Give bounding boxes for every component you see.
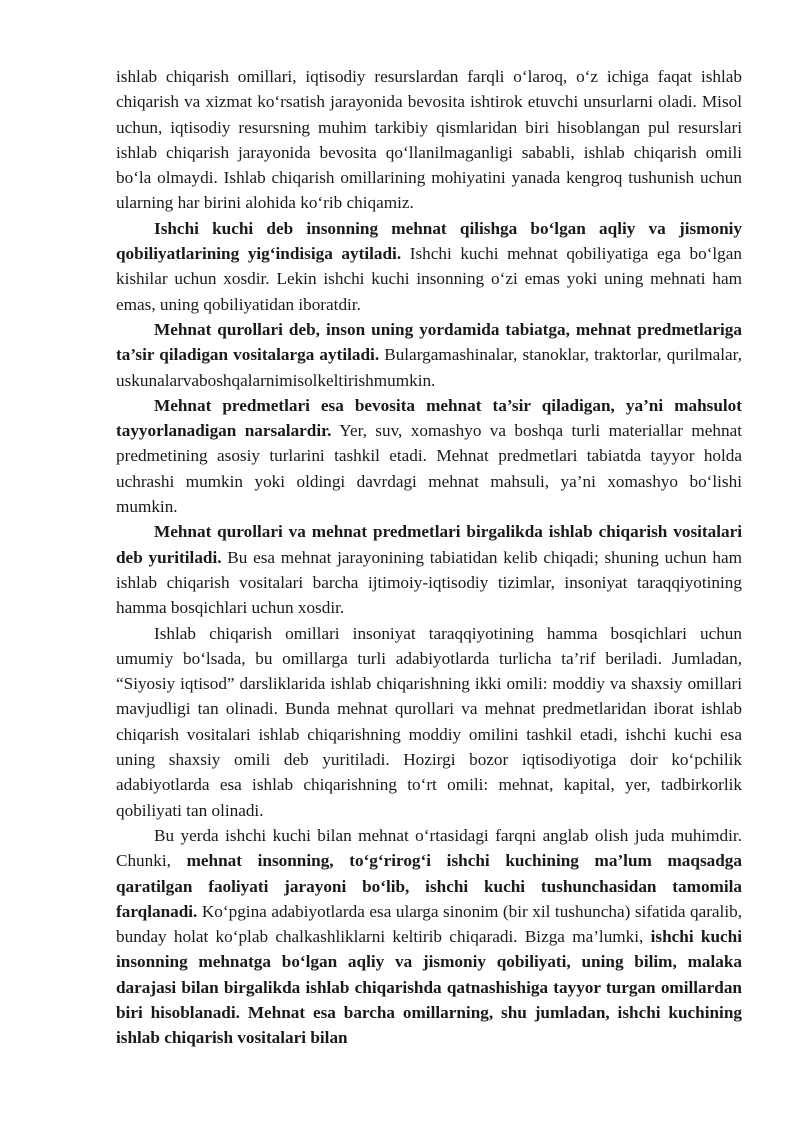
paragraph-ishlab-chiqarish-vositalari [116, 519, 742, 620]
definition-text: Mehnat qurollari deb, inson uning yordamida tabiatga, mehnat predmetlariga ta’sir qiladigan vositalarga aytiladi. [116, 319, 742, 365]
paragraph-omillar-tarifi [116, 621, 742, 823]
paragraph-text: Bulargamashinalar, stanoklar, traktorlar, qurilmalar, uskunalarvaboshqalarnimisolkeltirishmumkin. [116, 345, 742, 390]
definition-text: Ishchi kuchi deb insonning mehnat qilishga bo‘lgan aqliy va jismoniy qobiliyatlarining yig‘indisiga aytiladi. [116, 218, 742, 264]
paragraph-text: Bu esa mehnat jarayonining tabiatidan kelib chiqadi; shuning uchun ham ishlab chiqarish vositalari barcha ijtimoiy-iqtisodiy tizimlar, insoniyat taraqqiyotining hamma bosqichlari uchun xosdir. [116, 547, 742, 618]
definition-text: ishchi kuchi insonning mehnatga bo‘lgan aqliy va jismoniy qobiliyati, uning bilim, malaka darajasi bilan birgalikda ishlab chiqarishda qatnashishiga tayyor turgan omillardan biri hisoblanadi. Mehnat esa barcha omillarning, shu jumladan, ishchi kuchining ishlab chiqarish vositalari bilan [116, 927, 742, 1048]
definition-text: Mehnat predmetlari esa bevosita mehnat ta’sir qiladigan, ya’ni mahsulot tayyorlanadigan narsalardir. [116, 395, 742, 441]
paragraph-text: Ko‘pgina adabiyotlarda esa ularga sinonim (bir xil tushuncha) sifatida qaralib, bunday holat ko‘plab chalkashliklarni keltirib chiqaradi. Bizga ma’lumki, [116, 901, 742, 947]
paragraph-text: ishlab chiqarish omillari, iqtisodiy resurslardan farqli o‘laroq, o‘z ichiga faqat ishlab chiqarish va xizmat ko‘rsatish jarayonida bevosita ishtirok etuvchi unsurlarni oladi. Misol uchun, iqtisodiy resursning muhim tarkibiy qismlaridan biri hisoblangan pul resurslari ishlab chiqarish jarayonida bevosita qo‘llanilmaganligi sababli, ishlab chiqarish omili bo‘la olmaydi. Ishlab chiqarish omillarining mohiyatini yanada kengroq tushunish uchun ularning har birini alohida ko‘rib chiqamiz. [116, 67, 742, 213]
paragraph-text: Yer, suv, xomashyo va boshqa turli materiallar mehnat predmetining asosiy turlarini tashkil etadi. Mehnat predmetlari tabiatda tayyor holda uchrashi mumkin yoki oldingi davrdagi mehnat mahsuli, ya’ni xomashyo bo‘lishi mumkin. [116, 421, 742, 517]
definition-text: Mehnat qurollari va mehnat predmetlari birgalikda ishlab chiqarish vositalari deb yuritiladi. [116, 522, 742, 567]
paragraph-mehnat-predmetlari [116, 393, 742, 519]
definition-text: mehnat insonning, to‘g‘rirog‘i ishchi kuchining ma’lum maqsadga qaratilgan faoliyati jarayoni bo‘lib, ishchi kuchi tushunchasidan tamomila farqlanadi. [116, 851, 742, 921]
paragraph-mehnat-qurollari [116, 317, 742, 393]
paragraph-ishchi-kuchi-va-mehnat [116, 823, 742, 1051]
paragraph-text: Ishchi kuchi mehnat qobiliyatiga ega bo‘lgan kishilar uchun xosdir. Lekin ishchi kuchi insonning o‘zi emas yoki uning mehnati ham emas, uning qobiliyatidan iboratdir. [116, 244, 743, 314]
paragraph-intro [116, 64, 742, 216]
paragraph-text: Ishlab chiqarish omillari insoniyat taraqqiyotining hamma bosqichlari uchun umumiy bo‘lsada, bu omillarga turli adabiyotlarda turlicha ta’rif beriladi. Jumladan, “Siyosiy iqtisod” darsliklarida ishlab chiqarishning ikki omili: moddiy va shaxsiy omillari mavjudligi tan olinadi. Bunda mehnat qurollari va mehnat predmetlaridan iborat ishlab chiqarish vositalari ishlab chiqarishning moddiy omilini tashkil etadi, ishchi kuchi esa uning shaxsiy omili deb yuritiladi. Hozirgi bozor iqtisodiyotiga doir ko‘pchilik adabiyotlarda esa ishlab chiqarishning to‘rt omili: mehnat, kapital, yer, tadbirkorlik qobiliyati tan olinadi. [116, 623, 742, 820]
paragraph-text: Bu yerda ishchi kuchi bilan mehnat o‘rtasidagi farqni anglab olish juda muhimdir. Chunki, [116, 825, 742, 871]
paragraph-ishchi-kuchi [116, 216, 742, 317]
